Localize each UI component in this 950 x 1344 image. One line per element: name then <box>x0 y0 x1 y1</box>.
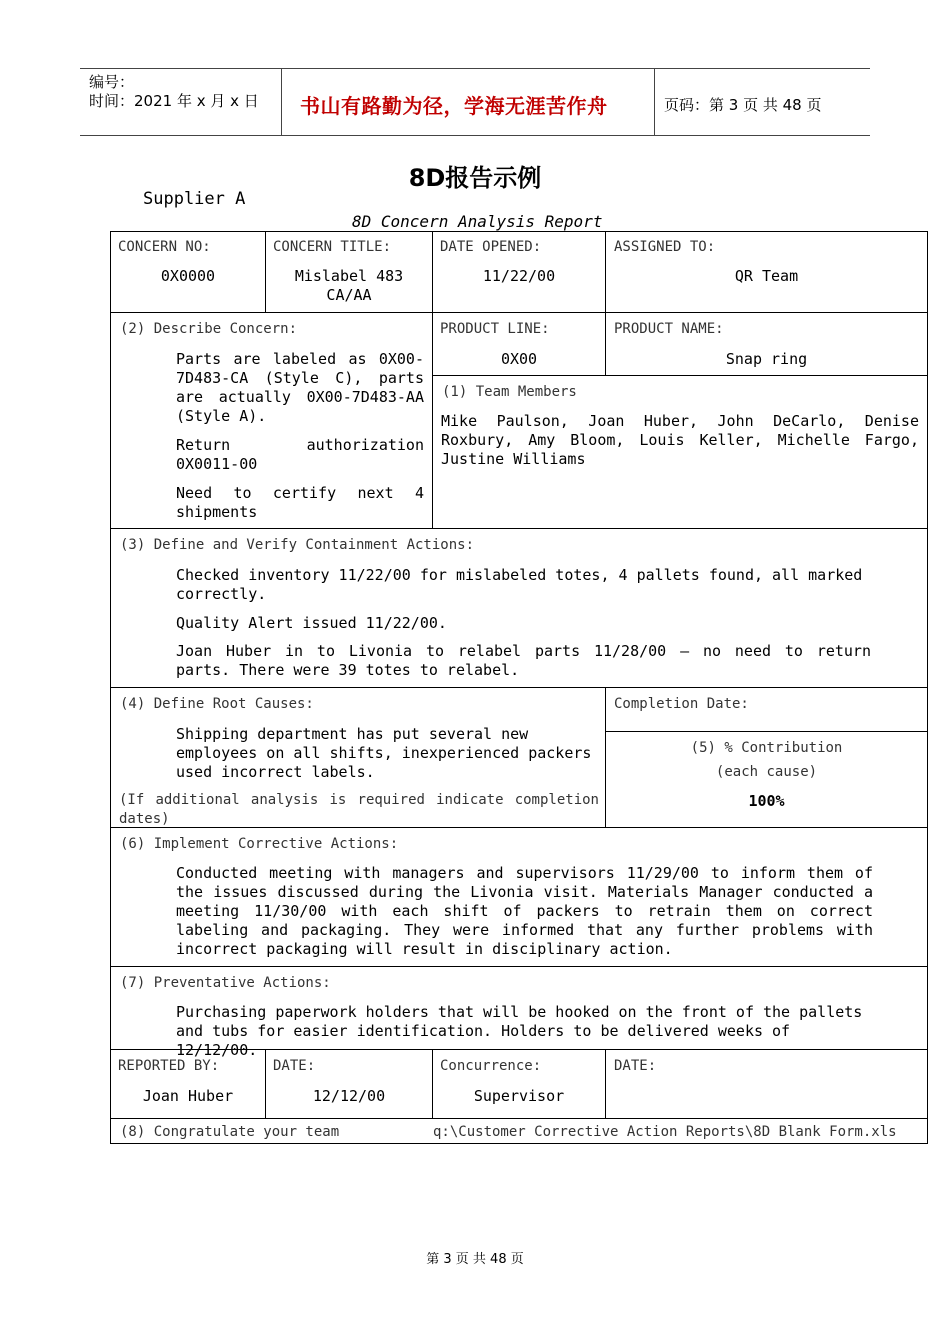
team-members-list: Mike Paulson, Joan Huber, John DeCarlo, Denise Roxbury, Amy Bloom, Louis Keller, Michelle Fargo, Justine Williams <box>441 412 919 468</box>
page-info: 页码：第 3 页 共 48 页 <box>664 96 822 114</box>
preventative-actions-label: (7) Preventative Actions: <box>120 975 331 991</box>
corrective-actions-cell <box>110 827 928 967</box>
root-causes-note: (If additional analysis is required indicate completion dates) <box>119 792 599 827</box>
concurrence-value: Supervisor <box>473 1087 565 1105</box>
product-line-value: 0X00 <box>500 350 538 368</box>
describe-concern-p3: Need to certify next 4 shipments <box>176 484 424 521</box>
describe-concern-p1: Parts are labeled as 0X00-7D483-CA (Style C), parts are actually 0X00-7D483-AA (Style A). <box>176 350 424 425</box>
header-divider-left <box>281 68 282 135</box>
contribution-label: (5) % Contribution <box>690 740 843 756</box>
containment-label: (3) Define and Verify Containment Actions: <box>120 537 475 553</box>
preventative-actions-p1: Purchasing paperwork holders that will be hooked on the front of the pallets and tubs for easier identification. Holders to be delivered weeks of 12/12/00. <box>176 1003 863 1059</box>
completion-date-cell <box>605 687 928 732</box>
concern-no-label: CONCERN NO: <box>118 239 211 255</box>
header-divider-right <box>654 68 655 135</box>
product-name-label: PRODUCT NAME: <box>614 321 724 337</box>
contribution-value: 100% <box>748 792 785 810</box>
contribution-sublabel: (each cause) <box>715 764 818 780</box>
team-members-label: (1) Team Members <box>442 384 577 400</box>
describe-concern-cell <box>110 312 433 529</box>
header-bottom-rule <box>80 135 870 136</box>
product-line-cell <box>432 312 606 376</box>
report-date-cell <box>265 1049 433 1119</box>
reported-by-cell <box>110 1049 266 1119</box>
date-opened-cell <box>432 231 606 313</box>
containment-cell <box>110 528 928 688</box>
product-name-cell <box>605 312 928 376</box>
supplier-name: Supplier A <box>143 189 246 209</box>
concurrence-date-cell <box>605 1049 928 1119</box>
corrective-actions-label: (6) Implement Corrective Actions: <box>120 836 399 852</box>
report-date-label: DATE: <box>273 1058 316 1074</box>
product-line-label: PRODUCT LINE: <box>440 321 550 337</box>
congratulate-cell <box>110 1118 928 1144</box>
reported-by-value: Joan Huber <box>142 1087 234 1105</box>
form-file-path: q:\Customer Corrective Action Reports\8D Blank Form.xls <box>433 1124 897 1140</box>
team-members-cell <box>432 375 928 529</box>
containment-p3: Joan Huber in to Livonia to relabel parts 11/28/00 – no need to return parts. There were 39 totes to relabel. <box>176 642 871 679</box>
assigned-to-cell <box>605 231 928 313</box>
concern-title-cell <box>265 231 433 313</box>
concern-no-cell <box>110 231 266 313</box>
page-footer: 第 3 页 共 48 页 <box>426 1252 524 1267</box>
assigned-to-label: ASSIGNED TO: <box>614 239 716 255</box>
preventative-actions-cell <box>110 966 928 1059</box>
report-date-value: 12/12/00 <box>312 1087 386 1105</box>
page-title: 8D报告示例 <box>408 164 542 192</box>
reported-by-label: REPORTED BY: <box>118 1058 220 1074</box>
concern-title-label: CONCERN TITLE: <box>273 239 392 255</box>
root-causes-label: (4) Define Root Causes: <box>120 696 314 712</box>
concern-title-line2: CA/AA <box>326 286 372 304</box>
describe-concern-label: (2) Describe Concern: <box>120 321 298 337</box>
header-top-rule <box>80 68 870 69</box>
contribution-cell <box>605 731 928 828</box>
assigned-to-value: QR Team <box>734 267 799 285</box>
concern-title-line1: Mislabel 483 <box>294 267 404 285</box>
congratulate-label: (8) Congratulate your team <box>120 1124 340 1140</box>
concern-no-value: 0X0000 <box>160 267 216 285</box>
describe-concern-p2: Return authorization 0X0011-00 <box>176 436 424 473</box>
concurrence-date-label: DATE: <box>614 1058 657 1074</box>
motto: 书山有路勤为径，学海无涯苦作舟 <box>300 94 608 118</box>
root-causes-cell <box>110 687 606 828</box>
product-name-value: Snap ring <box>725 350 808 368</box>
number-label: 编号： <box>89 73 135 91</box>
containment-p2: Quality Alert issued 11/22/00. <box>176 614 447 632</box>
concurrence-label: Concurrence: <box>440 1058 542 1074</box>
report-subtitle: 8D Concern Analysis Report <box>352 212 603 231</box>
corrective-actions-p1: Conducted meeting with managers and supervisors 11/29/00 to inform them of the issues discussed during the Livonia visit. Materials Manager conducted a meeting 11/30/00 with each shift of packers to retrain them on correct labeling and packaging. They were informed that any further problems with incorrect packaging will result in disciplinary action. <box>176 864 873 958</box>
concern-analysis-form <box>110 231 928 1144</box>
containment-p1: Checked inventory 11/22/00 for mislabeled totes, 4 pallets found, all marked correctly. <box>176 566 863 603</box>
completion-date-label: Completion Date: <box>614 696 749 712</box>
concurrence-cell <box>432 1049 606 1119</box>
date-opened-label: DATE OPENED: <box>440 239 542 255</box>
date-opened-value: 11/22/00 <box>482 267 556 285</box>
root-causes-p1: Shipping department has put several new employees on all shifts, inexperienced packers used incorrect labels. <box>176 725 592 781</box>
time-label: 时间：2021 年 x 月 x 日 <box>89 92 259 110</box>
